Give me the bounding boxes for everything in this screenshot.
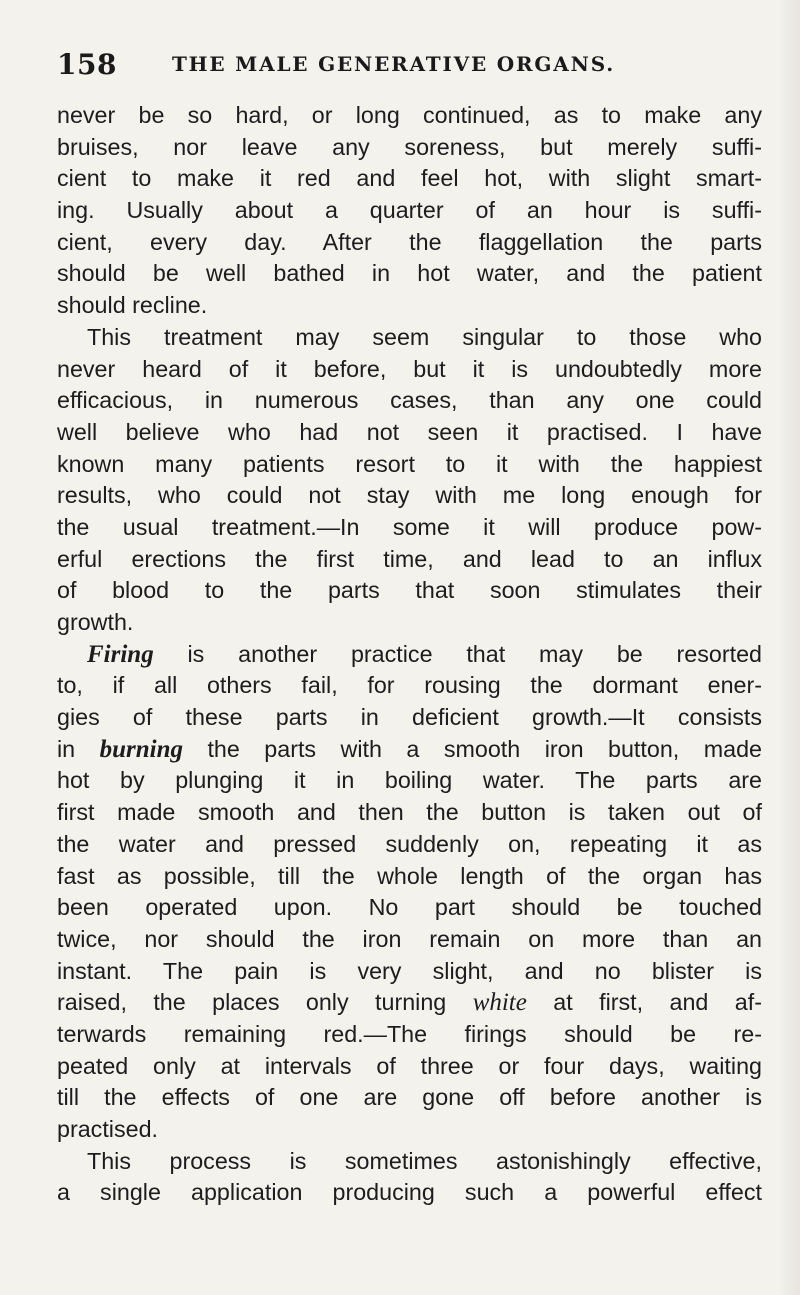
text-line [57,765,762,797]
text-line [57,195,762,227]
page-edge-shadow [778,0,800,1295]
text-line [57,1146,762,1178]
text-segment: at first, and af- [526,989,762,1016]
text-line [57,227,762,259]
text-line [57,797,762,829]
text-line [57,132,762,164]
text-line [57,163,762,195]
text-segment: cient to make it red and feel hot, with slight smart- [57,165,762,192]
text-segment: raised, the places only turning [57,989,473,1016]
text-line [57,322,762,354]
text-segment: first made smooth and then the button is taken out of [57,799,762,826]
text-line [57,480,762,512]
text-segment: well believe who had not seen it practised. I have [57,418,762,445]
text-segment: to, if all others fail, for rousing the dormant ener- [57,672,762,699]
text-line [57,734,762,766]
text-segment: of blood to the parts that soon stimulates their [57,577,762,604]
text-segment: in [57,735,100,762]
text-line [57,670,762,702]
text-line [57,544,762,576]
text-line [57,987,762,1019]
text-line [57,354,762,386]
text-segment: is another practice that may be resorted [153,640,762,667]
text-segment: results, who could not stay with me long enough for [57,482,762,509]
text-segment: ing. Usually about a quarter of an hour is suffi- [57,197,762,224]
text-segment: never heard of it before, but it is undoubtedly more [57,355,762,382]
emphasized-text: white [472,989,527,1017]
text-segment: the parts with a smooth iron button, made [182,735,762,762]
text-segment: cient, every day. After the flaggellation the parts [57,228,762,255]
text-line [57,1082,762,1114]
text-line [57,449,762,481]
page-number: 158 [57,48,117,81]
text-segment: should be well bathed in hot water, and the patient [57,260,762,287]
text-segment: should recline. [57,292,208,319]
text-line [57,1051,762,1083]
text-line [57,702,762,734]
text-line [57,385,762,417]
text-segment: terwards remaining red.—The firings should be re- [57,1020,762,1047]
text-segment: instant. The pain is very slight, and no blister is [57,957,762,984]
text-line [57,417,762,449]
text-segment: hot by plunging it in boiling water. The parts are [57,767,762,794]
text-line [57,892,762,924]
text-segment: erful erections the first time, and lead to an influx [57,545,762,572]
text-segment: This process is sometimes astonishingly effective, [87,1147,762,1174]
text-segment: peated only at intervals of three or four days, waiting [57,1052,762,1079]
text-line [57,258,762,290]
text-line [57,924,762,956]
text-segment: bruises, nor leave any soreness, but merely suffi- [57,133,762,160]
text-segment: never be so hard, or long continued, as to make any [57,102,762,128]
text-line [57,829,762,861]
text-segment: fast as possible, till the whole length of the organ has [57,862,762,889]
text-line [57,1114,762,1146]
body-text [57,100,762,1209]
text-segment: This treatment may seem singular to those who [87,323,762,350]
text-line [57,100,762,132]
text-line [57,607,762,639]
text-line [57,1177,762,1209]
text-line [57,1019,762,1051]
text-line [57,512,762,544]
emphasized-text: Firing [87,640,154,668]
text-segment: till the effects of one are gone off before another is [57,1084,762,1111]
text-segment: efficacious, in numerous cases, than any one could [57,387,762,414]
text-segment: been operated upon. No part should be touched [57,894,762,921]
emphasized-text: burning [99,735,183,763]
text-line [57,639,762,671]
text-line [57,290,762,322]
text-line [57,956,762,988]
text-segment: the usual treatment.—In some it will produce pow- [57,513,762,540]
text-segment: a single application producing such a powerful effect [57,1179,762,1206]
running-head: THE MALE GENERATIVE ORGANS. [172,52,615,76]
text-segment: growth. [57,609,134,635]
text-line [57,861,762,893]
text-segment: twice, nor should the iron remain on more than an [57,925,762,952]
text-line [57,575,762,607]
text-segment: practised. [57,1116,159,1142]
page-header [57,48,757,88]
text-segment: known many patients resort to it with the happiest [57,450,762,477]
text-segment: gies of these parts in deficient growth.—It consists [57,704,762,731]
text-segment: the water and pressed suddenly on, repeating it as [57,830,762,857]
